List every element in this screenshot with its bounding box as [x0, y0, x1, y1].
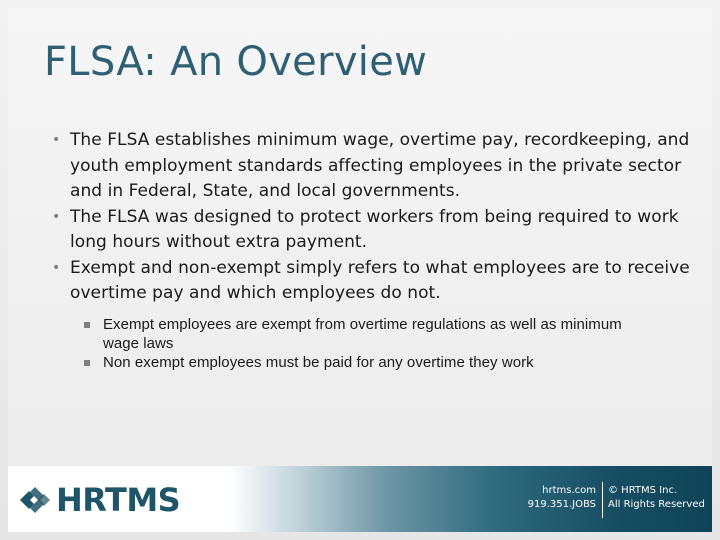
bullet-list — [52, 128, 692, 372]
square-bullet-icon — [84, 322, 90, 328]
slide-title: FLSA: An Overview — [44, 39, 428, 85]
bullet-text: Exempt and non-exempt simply refers to what employees are to receive overtime pay and which employees do not. — [70, 257, 690, 303]
copyright — [608, 484, 705, 512]
phone-number: 919.351.JOBS — [527, 499, 596, 510]
sub-bullet-text: Exempt employees are exempt from overtime regulations as well as minimum wage laws — [103, 315, 622, 352]
footer — [8, 466, 712, 532]
bullet-item — [52, 128, 692, 205]
sub-bullet-item — [82, 315, 638, 353]
bullet-item — [52, 205, 692, 256]
sub-bullet-text: Non exempt employees must be paid for any overtime they work — [103, 353, 534, 371]
bullet-icon: • — [52, 132, 61, 148]
copyright-line-2: All Rights Reserved — [608, 499, 705, 510]
sub-bullet-item — [82, 353, 638, 372]
square-bullet-icon — [84, 360, 90, 366]
hrtms-logo — [18, 480, 180, 520]
website-link[interactable]: hrtms.com — [542, 485, 596, 496]
contact-info — [500, 484, 596, 512]
slide-content — [52, 128, 692, 372]
logo-text: HRTMS — [56, 481, 181, 519]
hrtms-logo-icon — [18, 483, 52, 517]
bullet-icon: • — [52, 208, 61, 225]
bullet-icon: • — [52, 259, 61, 276]
sub-bullet-list — [70, 315, 692, 372]
copyright-line-1: © HRTMS Inc. — [608, 485, 678, 496]
bullet-text: The FLSA establishes minimum wage, overtime pay, recordkeeping, and youth employment standards affecting employees in the private sector and in Federal, State, and local governments. — [70, 130, 690, 201]
bullet-item — [52, 256, 692, 372]
footer-divider — [602, 482, 603, 518]
bullet-text: The FLSA was designed to protect workers from being required to work long hours without extra payment. — [70, 206, 679, 252]
